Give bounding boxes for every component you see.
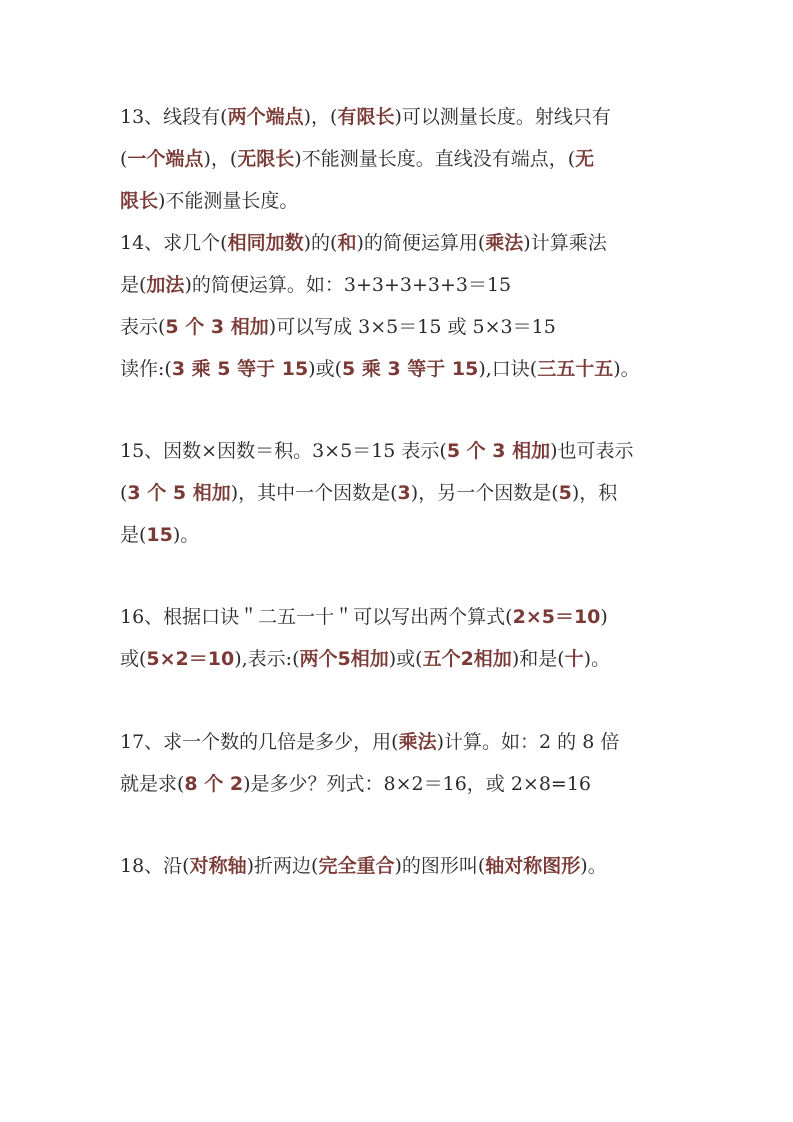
text-line <box>120 145 680 173</box>
answer-text: 乘法 <box>398 731 437 753</box>
text-run: )的( <box>303 232 338 254</box>
answer-text: 加法 <box>146 274 185 296</box>
answer-text: 3 <box>397 482 411 504</box>
text-run: )。 <box>172 524 200 546</box>
text-run: 是( <box>120 524 147 546</box>
text-run: )可以测量长度。射线只有 <box>394 106 611 128</box>
answer-text: 完全重合 <box>318 855 395 877</box>
answer-text: 5 <box>558 482 572 504</box>
text-run: )，积 <box>571 482 618 504</box>
text-line <box>120 271 680 299</box>
answer-text: 2×5＝10 <box>512 606 601 628</box>
answer-text: 一个端点 <box>127 148 204 170</box>
answer-text: 3 个 5 相加 <box>127 482 231 504</box>
text-line <box>120 479 680 507</box>
answer-text: 乘法 <box>485 232 524 254</box>
text-run: )。 <box>613 358 640 380</box>
text-run: )。 <box>583 648 611 670</box>
text-run: )折两边( <box>246 855 319 877</box>
text-line <box>120 229 680 257</box>
text-line <box>120 103 680 131</box>
text-run: )也可表示 <box>550 440 634 462</box>
text-run: 读作:( <box>120 358 172 380</box>
text-line <box>120 603 680 631</box>
text-run: )的图形叫( <box>394 855 486 877</box>
answer-text: 和 <box>337 232 357 254</box>
answer-text: 5 个 3 相加 <box>165 316 269 338</box>
text-run: )不能测量长度。 <box>158 190 299 212</box>
text-line <box>120 355 680 383</box>
text-run: 或( <box>120 648 147 670</box>
text-run: )和是( <box>511 648 565 670</box>
answer-text: 无限长 <box>237 148 295 170</box>
text-run: 13、线段有( <box>120 106 228 128</box>
answer-text: 对称轴 <box>189 855 247 877</box>
answer-text: 三五十五 <box>537 358 614 380</box>
text-run: )不能测量长度。直线没有端点，( <box>294 148 576 170</box>
text-line <box>120 728 680 756</box>
answer-text: 15 <box>146 524 173 546</box>
text-line <box>120 313 680 341</box>
text-line <box>120 521 680 549</box>
text-run: )计算。如：2 的 8 倍 <box>436 731 620 753</box>
text-run: 15、因数×因数＝积。3×5＝15 表示( <box>120 440 447 462</box>
answer-text: 3 乘 5 等于 15 <box>171 358 309 380</box>
text-line <box>120 852 680 880</box>
answer-text: 有限长 <box>337 106 395 128</box>
answer-text: 5×2＝10 <box>146 648 235 670</box>
text-run: )，另一个因数是( <box>410 482 559 504</box>
text-run: )或( <box>388 648 423 670</box>
text-line <box>120 437 680 465</box>
text-line <box>120 187 680 215</box>
text-line <box>120 770 680 798</box>
text-run: ( <box>120 148 128 170</box>
text-run: )可以写成 3×5＝15 或 5×3＝15 <box>268 316 556 338</box>
answer-text: 轴对称图形 <box>485 855 581 877</box>
text-run: ( <box>120 482 128 504</box>
text-run: 表示( <box>120 316 166 338</box>
answer-text: 5 乘 3 等于 15 <box>342 358 479 380</box>
text-run: 是( <box>120 274 147 296</box>
text-run: )或( <box>308 358 342 380</box>
answer-text: 两个端点 <box>227 106 304 128</box>
answer-text: 五个2相加 <box>422 648 512 670</box>
text-run: 17、求一个数的几倍是多少，用( <box>120 731 399 753</box>
answer-text: 无 <box>575 148 595 170</box>
text-run: )，其中一个因数是( <box>230 482 398 504</box>
text-run: 18、沿( <box>120 855 190 877</box>
text-run: )计算乘法 <box>523 232 607 254</box>
answer-text: 十 <box>564 648 584 670</box>
text-run: 14、求几个( <box>120 232 228 254</box>
text-run: )，( <box>203 148 238 170</box>
answer-text: 两个5相加 <box>299 648 389 670</box>
text-run: )的简便运算。如：3+3+3+3+3＝15 <box>184 274 512 296</box>
text-run: )的简便运算用( <box>356 232 486 254</box>
text-run: )是多少？列式：8×2＝16，或 2×8=16 <box>243 773 592 795</box>
text-run: ),表示:( <box>234 648 300 670</box>
answer-text: 相同加数 <box>227 232 304 254</box>
text-run: 16、根据口诀＂二五一十＂可以写出两个算式( <box>120 606 513 628</box>
answer-text: 限长 <box>120 190 159 212</box>
answer-text: 8 个 2 <box>184 773 244 795</box>
text-run: )。 <box>580 855 607 877</box>
text-run: 就是求( <box>120 773 185 795</box>
text-run: )，( <box>303 106 338 128</box>
text-line <box>120 645 680 673</box>
text-run: ),口诀( <box>478 358 538 380</box>
text-run: ) <box>600 606 608 628</box>
answer-text: 5 个 3 相加 <box>446 440 551 462</box>
